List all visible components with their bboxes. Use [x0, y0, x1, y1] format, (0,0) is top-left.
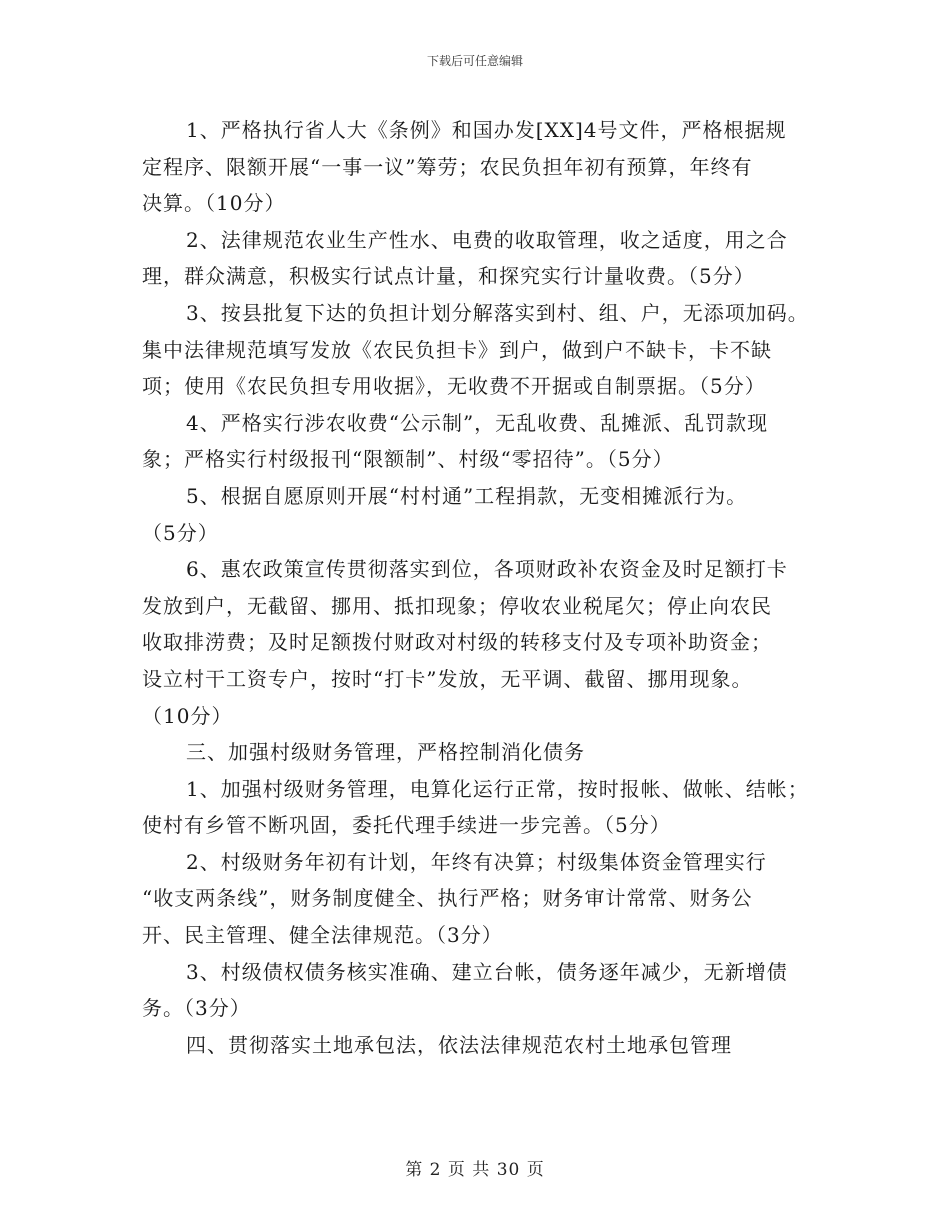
paragraph-line: 设立村干工资专户，按时“打卡”发放，无平调、截留、挪用现象。	[142, 666, 753, 691]
paragraph-line: 5、根据自愿原则开展“村村通”工程捐款，无变相摊派行为。	[186, 483, 748, 508]
paragraph-line: 定程序、限额开展“一事一议”筹劳；农民负担年初有预算，年终有	[142, 154, 753, 179]
paragraph-line: 6、惠农政策宣传贯彻落实到位，各项财政补农资金及时足额打卡	[186, 557, 788, 582]
paragraph-line: 收取排涝费；及时足额拨付财政对村级的转移支付及专项补助资金；	[142, 630, 772, 655]
page-number-footer: 第 2 页 共 30 页	[405, 1160, 545, 1180]
paragraph-line: 务。（3分）	[142, 996, 251, 1021]
paragraph-line: 理，群众满意，积极实行试点计量，和探究实行计量收费。（5分）	[142, 264, 755, 289]
paragraph-line: 1、加强村级财务管理，电算化运行正常，按时报帐、做帐、结帐；	[186, 776, 809, 801]
paragraph-line: 使村有乡管不断巩固，委托代理手续进一步完善。（5分）	[142, 813, 671, 838]
paragraph-line: （5分）	[142, 520, 219, 545]
paragraph-line: 发放到户，无截留、挪用、抵扣现象；停收农业税尾欠；停止向农民	[142, 593, 772, 618]
paragraph-line: 3、村级债权债务核实准确、建立台帐，债务逐年减少，无新增债	[186, 959, 788, 984]
paragraph-line: 集中法律规范填写发放《农民负担卡》到户，做到户不缺卡，卡不缺	[142, 337, 772, 362]
paragraph-line: 象；严格实行村级报刊“限额制”、村级“零招待”。（5分）	[142, 447, 674, 472]
paragraph-line: 2、法律规范农业生产性水、电费的收取管理，收之适度，用之合	[186, 227, 788, 252]
page-header: 下载后可任意编辑	[426, 54, 523, 68]
section-heading: 三、加强村级财务管理，严格控制消化债务	[186, 740, 585, 765]
paragraph-line: 2、村级财务年初有计划，年终有决算；村级集体资金管理实行	[186, 849, 767, 874]
paragraph-line: “收支两条线”，财务制度健全、执行严格；财务审计常常、财务公	[142, 886, 753, 911]
paragraph-line: 3、按县批复下达的负担计划分解落实到村、组、户，无添项加码。	[186, 300, 809, 325]
paragraph-line: 开、民主管理、健全法律规范。（3分）	[142, 923, 503, 948]
paragraph-line: 项；使用《农民负担专用收据》，无收费不开据或自制票据。（5分）	[142, 374, 766, 399]
paragraph-line: 1、严格执行省人大《条例》和国办发[XX]4号文件，严格根据规	[186, 118, 787, 142]
document-body	[142, 112, 832, 1063]
paragraph-line: 4、严格实行涉农收费“公示制”，无乱收费、乱摊派、乱罚款现	[186, 410, 769, 435]
paragraph-line: （10分）	[142, 703, 233, 728]
section-heading: 四、贯彻落实土地承包法，依法法律规范农村土地承包管理	[186, 1032, 732, 1057]
paragraph-line: 决算。（10分）	[142, 191, 286, 216]
